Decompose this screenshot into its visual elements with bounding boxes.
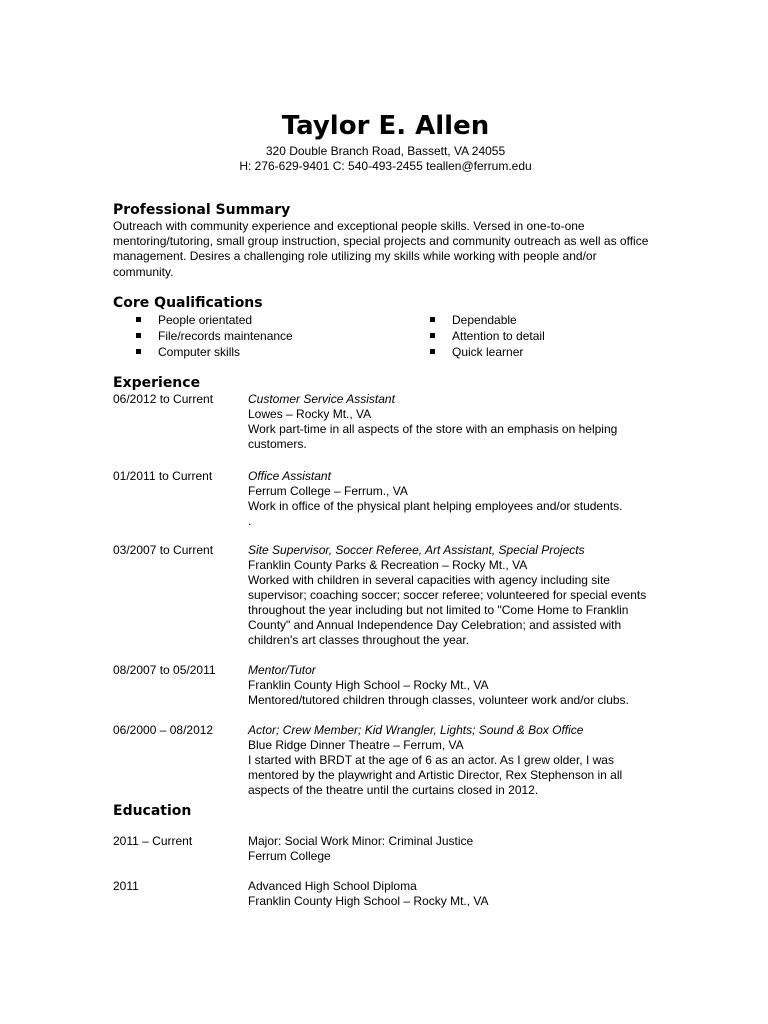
experience-extra-mark: . xyxy=(248,513,252,528)
qualification-item xyxy=(407,312,637,328)
experience-org: Franklin County Parks & Recreation – Rocky Mt., VA xyxy=(248,557,528,572)
qualification-label: File/records maintenance xyxy=(158,328,293,343)
experience-role: Mentor/Tutor xyxy=(248,662,316,677)
qualification-label: Computer skills xyxy=(158,344,241,359)
experience-org: Lowes – Rocky Mt., VA xyxy=(248,406,372,421)
experience-org: Ferrum College – Ferrum., VA xyxy=(248,483,408,498)
experience-date: 06/2012 to Current xyxy=(113,391,214,406)
qualification-item xyxy=(113,328,407,344)
education-school: Franklin County High School – Rocky Mt., VA xyxy=(248,893,489,908)
core-qualifications-section xyxy=(113,295,658,360)
experience-entry xyxy=(113,723,658,798)
section-title-education: Education xyxy=(113,802,192,819)
resume-header xyxy=(113,108,658,174)
experience-body xyxy=(248,663,648,708)
education-detail: Advanced High School Diploma xyxy=(248,878,417,893)
square-bullet-icon xyxy=(136,333,141,338)
qualification-label: Quick learner xyxy=(452,344,524,359)
education-section xyxy=(113,803,658,909)
experience-date: 03/2007 to Current xyxy=(113,542,214,557)
experience-org: Blue Ridge Dinner Theatre – Ferrum, VA xyxy=(248,737,464,752)
address-line: 320 Double Branch Road, Bassett, VA 24055 xyxy=(265,144,506,158)
experience-entry xyxy=(113,543,658,648)
experience-date: 06/2000 – 08/2012 xyxy=(113,722,214,737)
education-entry xyxy=(113,834,658,864)
education-body xyxy=(248,879,648,909)
qualification-label: Dependable xyxy=(452,312,517,327)
experience-description: Mentored/tutored children through classes, volunteer work and/or clubs. xyxy=(248,692,629,707)
experience-role: Customer Service Assistant xyxy=(248,391,395,406)
experience-entry xyxy=(113,469,658,529)
experience-body xyxy=(248,392,648,452)
experience-description: Worked with children in several capacities with agency including site supervisor; coaching soccer; soccer referee; volunteered for special events throughout the year including but not limited to "Come Home to Franklin County" and Annual Independence Day Celebration; and assisted with children's art classes throughout the year. xyxy=(248,572,647,647)
section-title-experience: Experience xyxy=(113,374,201,391)
experience-entry xyxy=(113,663,658,708)
qualification-item xyxy=(113,312,407,328)
phone-email-line: H: 276-629-9401 C: 540-493-2455 teallen@ferrum.edu xyxy=(239,159,532,173)
education-list xyxy=(113,834,658,909)
experience-description: Work in office of the physical plant helping employees and/or students. xyxy=(248,498,623,513)
candidate-name: Taylor E. Allen xyxy=(281,111,490,141)
education-school: Ferrum College xyxy=(248,848,331,863)
education-body xyxy=(248,834,648,864)
square-bullet-icon xyxy=(136,317,141,322)
experience-date: 01/2011 to Current xyxy=(113,468,213,483)
experience-description: I started with BRDT at the age of 6 as an actor. As I grew older, I was mentored by the playwright and Artistic Director, Rex Stephenson in all aspects of the theatre until the curtains closed in 2012. xyxy=(248,752,623,797)
experience-role: Office Assistant xyxy=(248,468,331,483)
education-date: 2011 – Current xyxy=(113,833,193,848)
summary-text: Outreach with community experience and exceptional people skills. Versed in one-to-one mentoring/tutoring, small group instruction, special projects and community outreach as well as office management. Desires a challenging role utilizing my skills while working with people and/or community. xyxy=(113,219,649,279)
qualification-item xyxy=(407,328,637,344)
experience-section xyxy=(113,375,658,798)
education-detail: Major: Social Work Minor: Criminal Justice xyxy=(248,833,474,848)
education-date: 2011 xyxy=(113,878,139,893)
square-bullet-icon xyxy=(430,349,435,354)
education-entry xyxy=(113,879,658,909)
experience-body xyxy=(248,543,648,648)
qualification-item xyxy=(113,344,407,360)
qualifications-list xyxy=(113,312,658,360)
experience-body xyxy=(248,469,648,529)
professional-summary-section xyxy=(113,202,658,280)
experience-date: 08/2007 to 05/2011 xyxy=(113,662,216,677)
square-bullet-icon xyxy=(430,317,435,322)
experience-role: Actor; Crew Member; Kid Wrangler, Lights; Sound & Box Office xyxy=(248,722,584,737)
square-bullet-icon xyxy=(430,333,435,338)
qualification-label: People orientated xyxy=(158,312,253,327)
experience-body xyxy=(248,723,648,798)
qualification-item xyxy=(407,344,637,360)
experience-description: Work part-time in all aspects of the store with an emphasis on helping customers. xyxy=(248,421,618,451)
experience-list xyxy=(113,392,658,798)
section-title-professional-summary: Professional Summary xyxy=(113,202,291,218)
experience-org: Franklin County High School – Rocky Mt., VA xyxy=(248,677,489,692)
experience-role: Site Supervisor, Soccer Referee, Art Assistant, Special Projects xyxy=(248,542,585,557)
qualification-label: Attention to detail xyxy=(452,328,545,343)
experience-entry xyxy=(113,392,658,452)
square-bullet-icon xyxy=(136,349,141,354)
resume-page xyxy=(113,108,658,924)
section-title-core-qualifications: Core Qualifications xyxy=(113,294,263,311)
